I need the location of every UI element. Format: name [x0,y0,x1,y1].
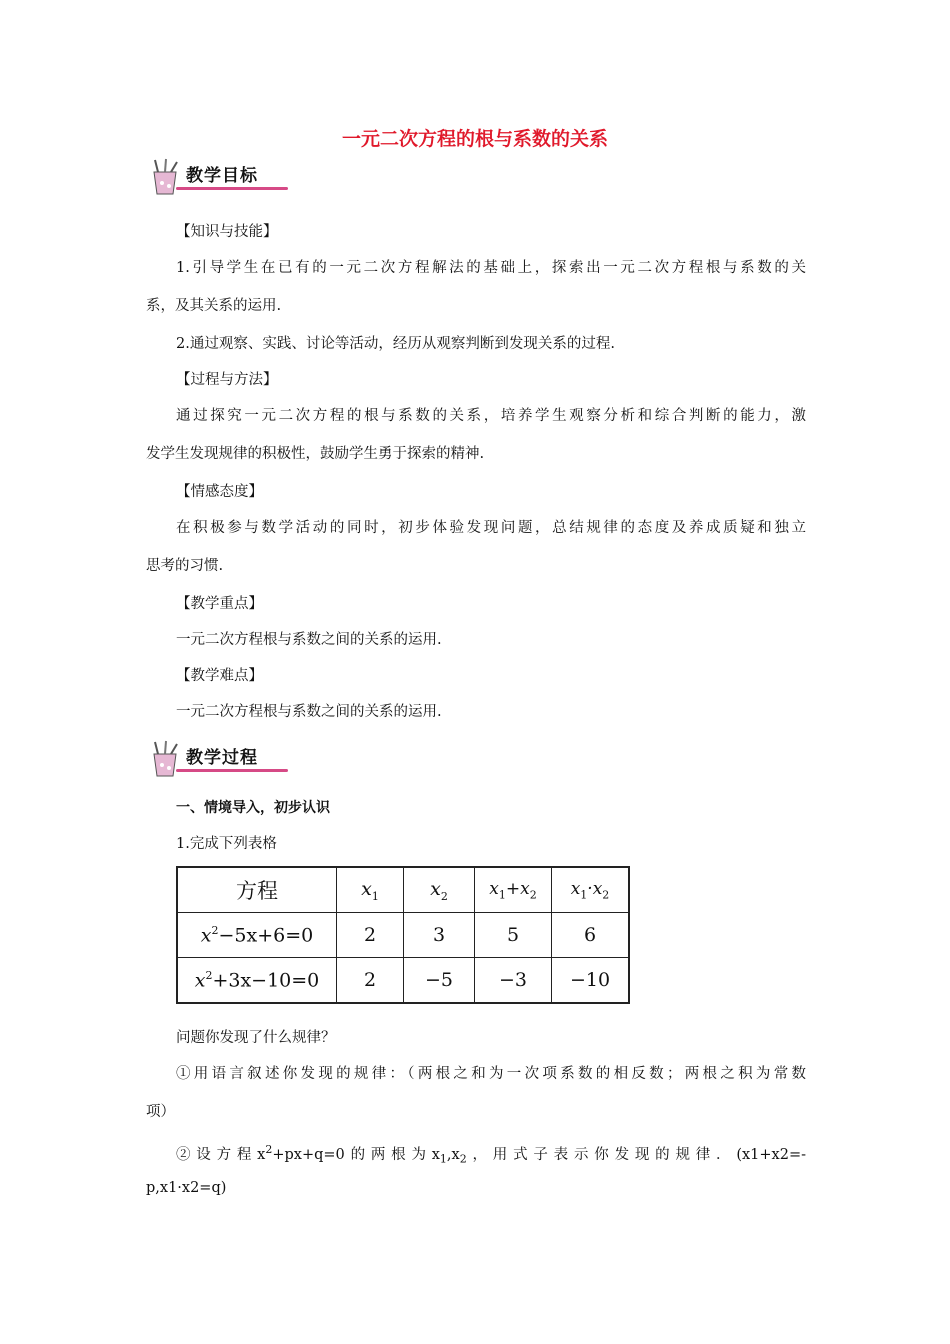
table-row [177,913,629,958]
pencil-cup-icon [146,740,184,778]
page-title: 一元二次方程的根与系数的关系 [341,128,608,150]
heading-attitude: 【情感态度】 [176,484,263,500]
section-label: 教学过程 [186,748,258,768]
pencil-cup-icon [146,158,184,196]
table-header-cell: $x_1+x_2$ [475,867,552,913]
goal-paragraph-cont: 系，及其关系的运用. [146,298,282,314]
goal-paragraph-cont: 发学生发现规律的积极性，鼓励学生勇于探索的精神. [146,446,485,462]
question-line: 问题你发现了什么规律？ [176,1030,336,1046]
table-header-cell: $x_1\cdot x_2$ [552,867,630,913]
section-badge-goals [146,156,291,196]
goal-paragraph: 一元二次方程根与系数之间的关系的运用. [176,704,442,720]
goal-paragraph: 一元二次方程根与系数之间的关系的运用. [176,632,442,648]
heading-difficulty: 【教学难点】 [176,668,263,684]
task-line: 1.完成下列表格 [176,836,277,852]
heading-knowledge: 【知识与技能】 [176,224,278,240]
table-cell: 2 [337,913,404,958]
answer-paragraph-cont: 项） [146,1104,175,1120]
goal-paragraph: 通过探究一元二次方程的根与系数的关系，培养学生观察分析和综合判断的能力，激 [176,408,806,424]
table-cell: −10 [552,958,630,1004]
equation-cell: $x^2-5x+6=0$ [177,913,337,958]
answer-paragraph: ②设方程$x^2+px+q=0$的两根为$x_1,x_2$，用式子表示你发现的规律．(x1+x2=- [176,1143,806,1166]
roots-table [176,866,630,1004]
badge-underline [176,769,288,772]
heading-key-point: 【教学重点】 [176,596,263,612]
answer-paragraph-cont: p,x1·x2=q) [146,1180,227,1196]
section-label: 教学目标 [186,166,258,186]
table-header-cell: $x_1$ [337,867,404,913]
table-cell: 5 [475,913,552,958]
table-cell: 6 [552,913,630,958]
section-heading: 一、情境导入，初步认识 [176,800,330,816]
goal-paragraph: 1.引导学生在已有的一元二次方程解法的基础上，探索出一元二次方程根与系数的关 [176,260,806,276]
equation-cell: $x^2+3x-10=0$ [177,958,337,1004]
goal-paragraph: 在积极参与数学活动的同时，初步体验发现问题，总结规律的态度及养成质疑和独立 [176,520,806,536]
goal-paragraph-cont: 思考的习惯. [146,558,224,574]
goal-paragraph: 2.通过观察、实践、讨论等活动，经历从观察判断到发现关系的过程. [176,336,615,352]
table-header-row [177,867,629,913]
table-cell: 3 [404,913,475,958]
table-cell: 2 [337,958,404,1004]
table-header-cell: 方程 [177,867,337,913]
table-cell: −5 [404,958,475,1004]
table-row [177,958,629,1004]
section-badge-process [146,738,291,778]
table-cell: −3 [475,958,552,1004]
table-header-cell: $x_2$ [404,867,475,913]
badge-underline [176,187,288,190]
answer-paragraph: ①用语言叙述你发现的规律：（两根之和为一次项系数的相反数；两根之积为常数 [176,1066,806,1082]
heading-method: 【过程与方法】 [176,372,278,388]
